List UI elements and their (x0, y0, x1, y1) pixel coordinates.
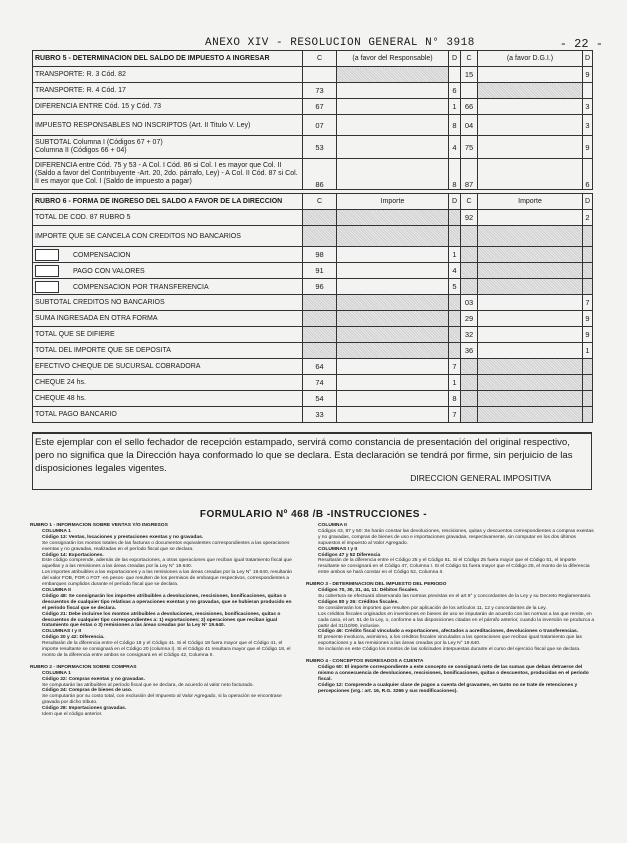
notice-signature: DIRECCION GENERAL IMPOSITIVA (410, 473, 551, 483)
instruction-paragraph: Se incluirán en este Código los montos de las solicitudes interpuestas durante el curso del ejercicio fiscal que se declara. (318, 647, 581, 653)
code-cell (303, 327, 337, 343)
annex-title: ANEXO XIV - RESOLUCION GENERAL N° 3918 (205, 37, 475, 49)
amount-cell[interactable] (478, 99, 583, 115)
code-cell (303, 343, 337, 359)
amount-cell[interactable] (337, 99, 449, 115)
amount-cell[interactable] (337, 159, 449, 190)
credit-label: PAGO CON VALORES (73, 267, 145, 275)
code-cell: 86 (303, 159, 337, 190)
code-cell: 67 (303, 99, 337, 115)
amount-cell[interactable] (478, 311, 583, 327)
digit-cell: 9 (583, 136, 593, 159)
digit-cell: 1 (449, 247, 461, 263)
digit-cell: 7 (449, 407, 461, 423)
col-c-header: C (303, 51, 337, 67)
digit-cell: 7 (449, 359, 461, 375)
rubro5-header-row (33, 51, 593, 67)
code-cell: 15 (461, 67, 478, 83)
checkbox[interactable] (35, 281, 59, 293)
code-cell: 74 (303, 375, 337, 391)
rubro6-header-row (33, 194, 593, 210)
digit-cell (583, 375, 593, 391)
table-row (33, 159, 593, 190)
col-d2-header: D (583, 51, 593, 67)
digit-cell: 7 (583, 295, 593, 311)
amount-cell (478, 375, 583, 391)
code-cell: 64 (303, 359, 337, 375)
code-cell (461, 359, 478, 375)
amount-cell (337, 210, 449, 226)
amount-cell (478, 279, 583, 295)
code-cell: 32 (461, 327, 478, 343)
amount-cell[interactable] (478, 159, 583, 190)
instructions-right-column (306, 523, 596, 694)
amount-cell (478, 391, 583, 407)
row-label: TOTAL PAGO BANCARIO (33, 407, 303, 423)
table-row (33, 136, 593, 159)
code-cell (461, 391, 478, 407)
instruction-paragraph: Código 20 y 42: Diferencia. (42, 635, 105, 641)
digit-cell: 8 (449, 159, 461, 190)
instruction-paragraph: COLUMNA 1 (42, 528, 71, 534)
instruction-paragraph: Código 48: Se consignarán los importes atribuibles a devoluciones, rescisiones, bonificaciones, quitas o descuentos de cualquier tipo relativas a operaciones exentas y no gravadas, que se hubieran producido en el período fiscal que se declara. (42, 593, 292, 611)
rubro5-table (32, 50, 593, 190)
col-c2-header: C (461, 194, 478, 210)
amount-cell (478, 83, 583, 99)
code-cell (461, 375, 478, 391)
table-row (33, 407, 593, 423)
col-c-header: C (303, 194, 337, 210)
checkbox[interactable] (35, 265, 59, 277)
legal-notice (32, 432, 592, 490)
instruction-paragraph: Los importes atribuibles a las exportaciones y a las remisiones a las áreas creadas por la Ley N° 19.640, resultarán del valor FOB, FOR o FOT -en pesos- que resulten de los permisos de embarque respectivos, correspondientes a embarques cumplidos durante el período fiscal que se declara. (42, 570, 293, 588)
instruction-paragraph: Los créditos fiscales originados en inversiones en bienes de uso se imputarán de acuerdo con las normas a las que remite, en cada caso, el art. 51 de la Ley, o, conforme a las disposiciones citadas en el párrafo anterior, cuando la inversión se produzca a partir del 31/10/90, inclusive. (318, 611, 595, 629)
credit-label: COMPENSACION POR TRANSFERENCIA (73, 283, 209, 291)
digit-cell: 6 (583, 159, 593, 190)
instruction-paragraph: Código 21: Debe incluirse los montos atribuibles a devoluciones, rescisiones, bonificaciones, quitas o descuentos de cualquier tipo correspondientes a: 1) exportaciones; 2) operaciones que reciban igual tratamiento que éstas o 3) remisiones a las áreas creadas por la Ley N° 19.640. (42, 611, 281, 629)
code-cell: 53 (303, 136, 337, 159)
table-row (33, 295, 593, 311)
code-cell: 98 (303, 247, 337, 263)
rubro5-title: RUBRO 5 - DETERMINACION DEL SALDO DE IMPUESTO A INGRESAR (33, 51, 303, 67)
amount-cell (337, 327, 449, 343)
instruction-paragraph: Código 28: Importaciones gravadas. (42, 706, 127, 712)
amount-cell (337, 295, 449, 311)
code-cell (461, 263, 478, 279)
table-row (33, 279, 593, 295)
digit-cell: 9 (583, 327, 593, 343)
code-cell (461, 83, 478, 99)
checkbox[interactable] (35, 249, 59, 261)
code-cell (303, 226, 337, 247)
digit-cell: 3 (583, 115, 593, 136)
digit-cell (583, 407, 593, 423)
instruction-paragraph: Código 22: Compras exentas y no gravadas. (42, 676, 146, 682)
row-label: TOTAL DE COD. 87 RUBRO 5 (33, 210, 303, 226)
instruction-paragraph: Códigos 43, 87 y 50: Se harán constar las devoluciones, rescisiones, quitas y descuentos correspondientes a compras exentas y no gravadas, compras de bienes de uso e importaciones gravadas, respectivamente, sin computar en los dos últimos supuestos el impuesto al Valor Agregado. (318, 528, 594, 546)
digit-cell (449, 327, 461, 343)
digit-cell: 6 (449, 83, 461, 99)
table-row (33, 327, 593, 343)
digit-cell: 2 (583, 210, 593, 226)
notice-text: Este ejemplar con el sello fechador de recepción estampado, servirá como constancia de presentación del original respectivo, pero no significa que la Dirección haya conformado lo que se declara. Esta declaración se tendrá por firme, sin perjuicio de las disposiciones legales vigentes. (35, 437, 573, 474)
code-cell (303, 311, 337, 327)
digit-cell (449, 343, 461, 359)
col-c2-header: C (461, 51, 478, 67)
instruction-paragraph: COLUMNAS I y II (318, 546, 358, 552)
digit-cell (583, 226, 593, 247)
table-row (33, 83, 593, 99)
code-cell (461, 279, 478, 295)
instruction-paragraph: Resultarán de la diferencia entre el Código 18 y el Código 41. Si el Código 18 fuera mayor que el Código 41, el importe resultante se consignará en el Código 20 (columna I). Si el Código 41 resultara mayor que el Código 18, el monto de la diferencia entre ambos se consignará en el Código 42, Columna II. (42, 641, 291, 658)
instruction-paragraph: Códigos 47 y 52 Diferencia (318, 552, 381, 558)
amount-cell[interactable] (337, 136, 449, 159)
table-row (33, 311, 593, 327)
row-label: CHEQUE 24 hs. (33, 375, 303, 391)
code-cell: 92 (461, 210, 478, 226)
row-label: TRANSPORTE: R. 4 Cód. 17 (33, 83, 303, 99)
row-label: TOTAL DEL IMPORTE QUE SE DEPOSITA (33, 343, 303, 359)
col-responsable-header: (a favor del Responsable) (337, 51, 449, 67)
instruction-paragraph: COLUMNAS I y II (42, 629, 82, 635)
amount-cell (478, 359, 583, 375)
code-cell: 73 (303, 83, 337, 99)
table-row (33, 115, 593, 136)
digit-cell (583, 279, 593, 295)
row-label: CHEQUE 48 hs. (33, 391, 303, 407)
amount-cell[interactable] (337, 279, 449, 295)
code-cell: 87 (461, 159, 478, 190)
row-label: SUBTOTAL Columna I (Códigos 67 + 07) Columna II (Códigos 66 + 04) (33, 136, 303, 159)
instruction-paragraph: Se consignarán los montos totales de las facturas o documentos equivalentes correspondientes a las operaciones exentas y no gravadas, realizadas en el período fiscal que se declara. (42, 540, 290, 552)
digit-cell: 4 (449, 263, 461, 279)
row-label (33, 247, 303, 263)
instruction-paragraph: Código 46: Crédito fiscal vinculado a exportaciones, afectados a acreditaciones, devoluciones o transferencias. (318, 629, 579, 635)
digit-cell (583, 247, 593, 263)
amount-cell (337, 67, 449, 83)
code-cell (461, 226, 478, 247)
digit-cell (449, 226, 461, 247)
instructions-left-column (30, 523, 295, 718)
code-cell: 91 (303, 263, 337, 279)
instruction-paragraph: Códigos 80 y 26: Créditos fiscales. (318, 599, 399, 605)
row-label: DIFERENCIA entre Cód. 75 y 53 - A Col. I Cód. 86 si Col. I es mayor que Col. II (Saldo a favor del Contribuyente -Art. 20, 2do. párrafo, Ley) - A Col. II Cód. 87 si Col. II es mayor que Col. I (Saldo de impuesto a pagar) (33, 159, 303, 190)
row-label: SUMA INGRESADA EN OTRA FORMA (33, 311, 303, 327)
table-row (33, 391, 593, 407)
instruction-paragraph: Su cobertura se efectuará observando las normas previstas en el art 9° y concordantes de la Ley y su Decreto Reglamentario. (318, 593, 592, 599)
code-cell: 03 (461, 295, 478, 311)
code-cell (461, 247, 478, 263)
code-cell: 33 (303, 407, 337, 423)
row-label: IMPORTE QUE SE CANCELA CON CREDITOS NO BANCARIOS (33, 226, 303, 247)
digit-cell: 9 (583, 311, 593, 327)
instruction-paragraph: Código 13: Ventas, locaciones y prestaciones exentas y no gravadas. (42, 534, 204, 540)
code-cell: 96 (303, 279, 337, 295)
table-row (33, 247, 593, 263)
amount-cell (478, 263, 583, 279)
instruction-paragraph: Idem que el código anterior. (42, 712, 103, 718)
rubro6-title: RUBRO 6 - FORMA DE INGRESO DEL SALDO A FAVOR DE LA DIRECCION (33, 194, 303, 210)
amount-cell (478, 226, 583, 247)
col-dgi-header: (a favor D.G.I.) (478, 51, 583, 67)
digit-cell (583, 359, 593, 375)
instruction-heading: RUBRO 1 - INFORMACION SOBRE VENTAS Y/O INGRESOS (30, 523, 168, 528)
code-cell: 75 (461, 136, 478, 159)
code-cell: 54 (303, 391, 337, 407)
row-label: TRANSPORTE: R. 3 Cód. 82 (33, 67, 303, 83)
digit-cell (449, 67, 461, 83)
table-row (33, 263, 593, 279)
instruction-paragraph: Se computarán por su costo total, con exclusión del Impuesto al Valor Agregado, si la operación se encontrase gravada por dicho tributo. (42, 694, 282, 706)
digit-cell (583, 391, 593, 407)
instruction-paragraph: Código 60: El importe correspondiente a este concepto se consignará neto de las sumas que deban detraerse del mismo a consecuencia de devoluciones, rescisiones, bonificaciones, quitas o descuentos, producidas en el período fiscal. (318, 664, 589, 682)
amount-cell (337, 311, 449, 327)
code-cell (461, 407, 478, 423)
digit-cell: 1 (583, 343, 593, 359)
amount-cell[interactable] (478, 327, 583, 343)
amount-cell[interactable] (478, 343, 583, 359)
amount-cell[interactable] (337, 83, 449, 99)
instruction-paragraph: Se computarán las atribuibles al período fiscal que se declara, de acuerdo al valor neto facturado. (42, 682, 254, 688)
digit-cell (449, 295, 461, 311)
row-label (33, 263, 303, 279)
instruction-paragraph: Código 14: Exportaciones. (42, 552, 104, 558)
code-cell: 04 (461, 115, 478, 136)
table-row (33, 359, 593, 375)
instruction-paragraph: COLUMNA 1 (42, 670, 71, 676)
amount-cell[interactable] (337, 391, 449, 407)
row-label: SUBTOTAL CREDITOS NO BANCARIOS (33, 295, 303, 311)
amount-cell[interactable] (337, 359, 449, 375)
amount-cell[interactable] (337, 407, 449, 423)
rubro6-table (32, 193, 593, 423)
digit-cell (583, 83, 593, 99)
col-d2-header: D (583, 194, 593, 210)
code-cell: 29 (461, 311, 478, 327)
digit-cell: 8 (449, 391, 461, 407)
table-row (33, 67, 593, 83)
table-row (33, 226, 593, 247)
digit-cell: 8 (449, 115, 461, 136)
row-label (33, 279, 303, 295)
amount-cell (478, 247, 583, 263)
digit-cell: 1 (449, 375, 461, 391)
table-row (33, 210, 593, 226)
table-row (33, 343, 593, 359)
amount-cell (337, 343, 449, 359)
amount-cell[interactable] (478, 115, 583, 136)
instruction-heading: RUBRO 2 - INFORMACION SOBRE COMPRAS (30, 664, 137, 670)
amount-cell[interactable] (478, 67, 583, 83)
col-importe2-header: Importe (478, 194, 583, 210)
amount-cell[interactable] (337, 263, 449, 279)
instruction-paragraph: COLUMNA II (318, 523, 347, 528)
row-label: IMPUESTO RESPONSABLES NO INSCRIPTOS (Art. II Titulo V. Ley) (33, 115, 303, 136)
amount-cell[interactable] (478, 136, 583, 159)
instruction-paragraph: Código 12: Comprende a cualquier clase de pagos a cuenta del gravamen, en tanto no se trate de retenciones y percepciones (vrg.: art. 16, R.G. 3266 y sus modificaciones). (318, 682, 578, 694)
credit-label: COMPENSACION (73, 251, 131, 259)
digit-cell: 4 (449, 136, 461, 159)
instruction-paragraph: El presente involucra, asimismo, a los créditos fiscales vinculados a las operaciones que reciban igual tratamiento que las exportaciones y a las remisiones a las áreas creadas por la Ley N° 19.640. (318, 635, 582, 647)
code-cell: 36 (461, 343, 478, 359)
instruction-paragraph: Resultarán de la diferencia entre el Código 25 y el Código 51. Si el Código 25 fuera mayor que el Código 51, el importe resultante se consignará en el Código 47, Columna I. Si el Código 51 fuera mayor que el Código 25, el monto de la diferencia entre ambos se hará constar en el Código 52, Columna II. (318, 558, 590, 576)
col-d-header: D (449, 51, 461, 67)
amount-cell[interactable] (337, 247, 449, 263)
code-cell (303, 67, 337, 83)
instruction-paragraph: Este código comprende, además de las exportaciones, a otras operaciones que reciban igual tratamiento fiscal que aquellas y a las remisiones a las áreas creadas por la Ley N° 19.640. (42, 558, 292, 570)
code-cell: 07 (303, 115, 337, 136)
amount-cell[interactable] (337, 375, 449, 391)
digit-cell: 1 (449, 99, 461, 115)
col-importe-header: Importe (337, 194, 449, 210)
instruction-heading: RUBRO 3 - DETERMINACION DEL IMPUESTO DEL PERIODO (306, 582, 447, 588)
page-number: - 22 - (559, 37, 603, 51)
row-label: DIFERENCIA ENTRE Cód. 15 y Cód. 73 (33, 99, 303, 115)
table-row (33, 99, 593, 115)
form-title: FORMULARIO Nº 468 /B -INSTRUCCIONES - (199, 509, 428, 520)
row-label: EFECTIVO CHEQUE DE SUCURSAL COBRADORA (33, 359, 303, 375)
amount-cell[interactable] (478, 210, 583, 226)
amount-cell (478, 407, 583, 423)
digit-cell: 5 (449, 279, 461, 295)
instruction-paragraph: Se considerarán los importes que resulten por aplicación de los artículos 11, 12 y concordantes de la Ley. (318, 605, 547, 611)
instruction-heading: RUBRO 4 - CONCEPTOS INGRESADOS A CUENTA (306, 659, 424, 665)
amount-cell[interactable] (337, 115, 449, 136)
table-row (33, 375, 593, 391)
code-cell (303, 295, 337, 311)
instruction-paragraph: COLUMNA II (42, 587, 71, 593)
digit-cell: 9 (583, 67, 593, 83)
row-label: TOTAL QUE SE DIFIERE (33, 327, 303, 343)
amount-cell[interactable] (478, 295, 583, 311)
digit-cell (449, 311, 461, 327)
code-cell (303, 210, 337, 226)
digit-cell (449, 210, 461, 226)
digit-cell (583, 263, 593, 279)
instruction-paragraph: Códigos 70, 30, 31, 44, 11: Débitos fiscales. (318, 588, 419, 594)
amount-cell (337, 226, 449, 247)
instruction-paragraph: Código 24: Compras de bienes de uso. (42, 688, 133, 694)
digit-cell: 3 (583, 99, 593, 115)
code-cell: 66 (461, 99, 478, 115)
col-d-header: D (449, 194, 461, 210)
